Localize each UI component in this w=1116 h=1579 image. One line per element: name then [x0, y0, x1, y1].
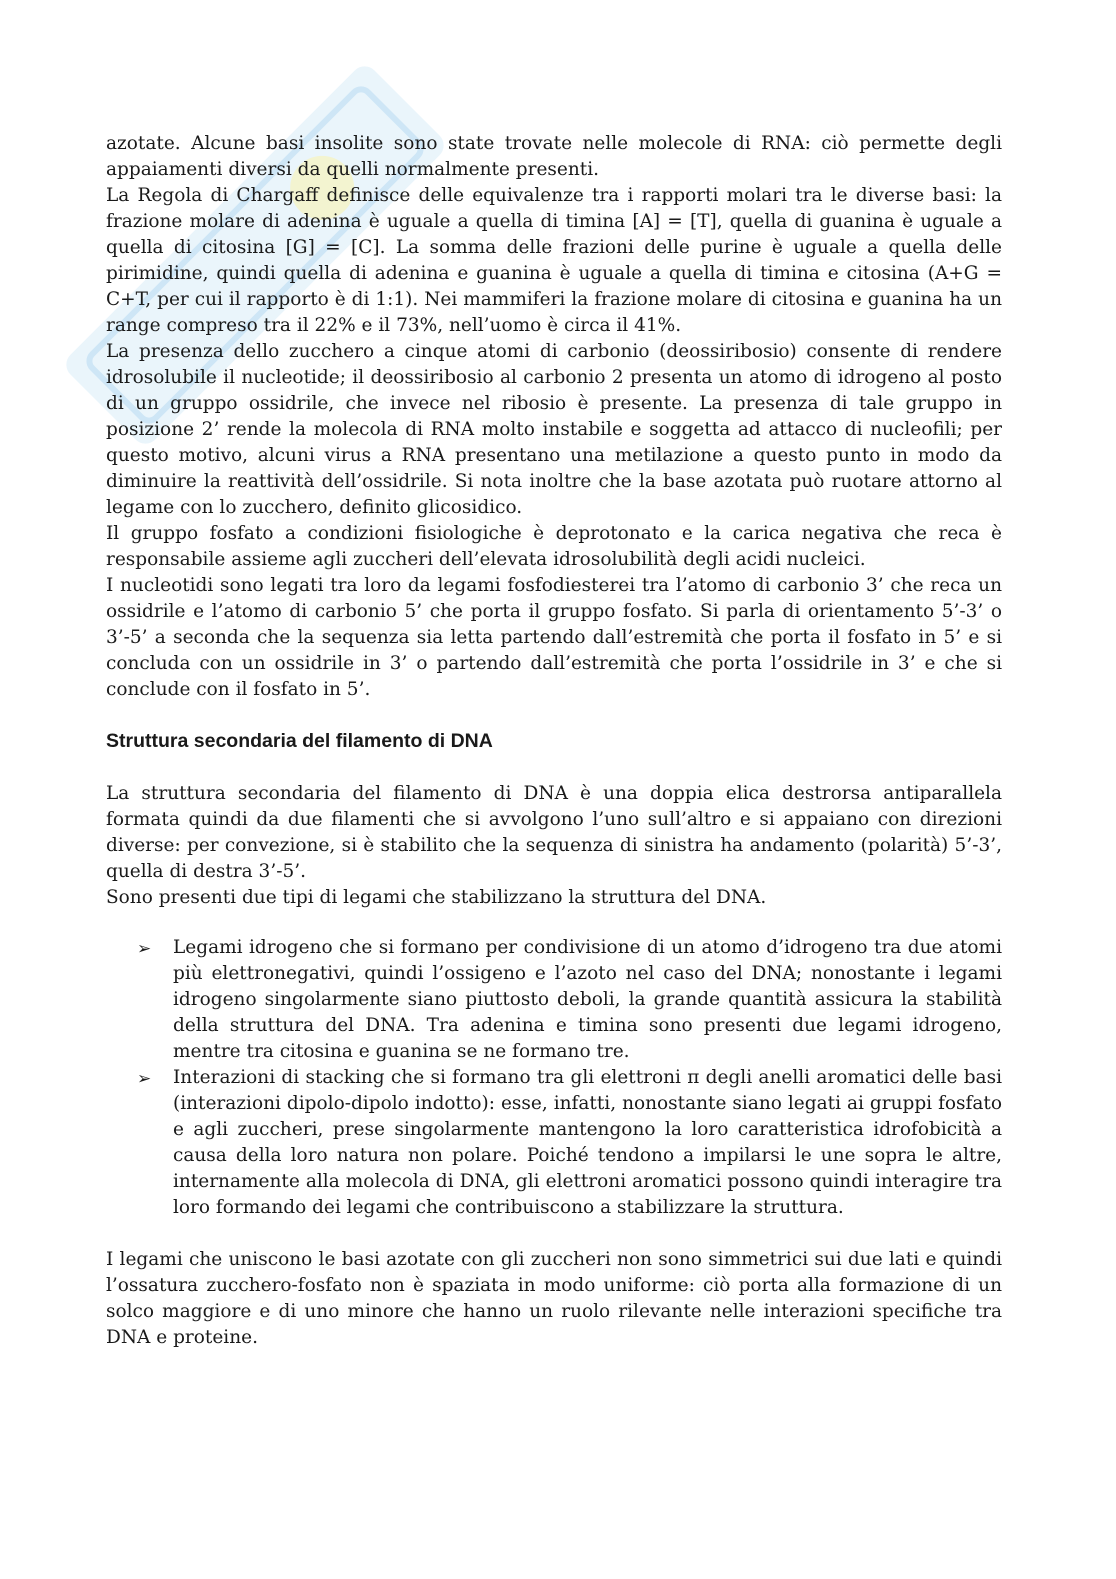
list-item	[137, 1065, 1002, 1221]
paragraph-fosfato: Il gruppo fosfato a condizioni fisiologiche è deprotonato e la carica negativa che reca è responsabile assieme agli zuccheri dell’elevata idrosolubilità degli acidi nucleici.	[106, 523, 1002, 570]
paragraph-azotate: azotate. Alcune basi insolite sono state trovate nelle molecole di RNA: ciò permette degli appaiamenti diversi da quelli normalmente presenti.	[106, 133, 1002, 180]
paragraph-chargaff: La Regola di Chargaff definisce delle equivalenze tra i rapporti molari tra le diverse basi: la frazione molare di adenina è uguale a quella di timina [A] = [T], quella di guanina è uguale a quella di citosina [G] = [C]. La somma delle frazioni delle purine è uguale a quella delle pirimidine, quindi quella di adenina e guanina è uguale a quella di timina e citosina (A+G = C+T, per cui il rapporto è di 1:1). Nei mammiferi la frazione molare di citosina e guanina ha un range compreso tra il 22% e il 73%, nell’uomo è circa il 41%.	[106, 185, 1002, 336]
paragraph-fosfodiesterei: I nucleotidi sono legati tra loro da legami fosfodiesterei tra l’atomo di carbonio 3’ che reca un ossidrile e l’atomo di carbonio 5’ che porta il gruppo fosfato. Si parla di orientamento 5’-3’ o 3’-5’ a seconda che la sequenza sia letta partendo dall’estremità che porta il fosfato in 5’ e si concluda con un ossidrile in 3’ o partendo dall’estremità che porta l’ossidrile in 3’ e che si conclude con il fosfato in 5’.	[106, 575, 1002, 700]
arrow-bullet-icon: ➢	[137, 939, 152, 959]
paragraph-doppia-elica: La struttura secondaria del filamento di DNA è una doppia elica destrorsa antiparallela formata quindi da due filamenti che si avvolgono l’uno sull’altro e si appaiano con direzioni diverse: per convezione, si è stabilito che la sequenza di sinistra ha andamento (polarità) 5’-3’, quella di destra 3’-5’.	[106, 783, 1002, 882]
arrow-bullet-icon: ➢	[137, 1069, 152, 1089]
paragraph-solco: I legami che uniscono le basi azotate con gli zuccheri non sono simmetrici sui due lati e quindi l’ossatura zucchero-fosfato non è spaziata in modo uniforme: ciò porta alla formazione di un solco maggiore e di uno minore che hanno un ruolo rilevante nelle interazioni specifiche tra DNA e proteine.	[106, 1249, 1002, 1348]
bullet-list	[106, 935, 1002, 1221]
section-heading: Struttura secondaria del filamento di DNA	[106, 730, 493, 752]
paragraph-deossiribosio: La presenza dello zucchero a cinque atomi di carbonio (deossiribosio) consente di rendere idrosolubile il nucleotide; il deossiribosio al carbonio 2 presenta un atomo di idrogeno al posto di un gruppo ossidrile, che invece nel ribosio è presente. La presenza di tale gruppo in posizione 2’ rende la molecola di RNA molto instabile e soggetta ad attacco di nucleofili; per questo motivo, alcuni virus a RNA presentano una metilazione a questo punto in modo da diminuire la reattività dell’ossidrile. Si nota inoltre che la base azotata può ruotare attorno al legame con lo zucchero, definito glicosidico.	[106, 341, 1002, 518]
document-page	[106, 131, 1002, 1351]
list-item-text: Legami idrogeno che si formano per condivisione di un atomo d’idrogeno tra due atomi più elettronegativi, quindi l’ossigeno e l’azoto nel caso del DNA; nonostante i legami idrogeno singolarmente siano piuttosto deboli, la grande quantità assicura la stabilità della struttura del DNA. Tra adenina e timina sono presenti due legami idrogeno, mentre tra citosina e guanina se ne formano tre.	[173, 937, 1002, 1062]
list-item	[137, 935, 1002, 1065]
paragraph-tipi-legami: Sono presenti due tipi di legami che stabilizzano la struttura del DNA.	[106, 887, 767, 908]
list-item-text: Interazioni di stacking che si formano tra gli elettroni π degli anelli aromatici delle basi (interazioni dipolo-dipolo indotto): esse, infatti, nonostante siano legati ai gruppi fosfato e agli zuccheri, prese singolarmente mantengono la loro caratteristica idrofobicità a causa della loro natura non polare. Poiché tendono a impilarsi le une sopra le altre, internamente alla molecola di DNA, gli elettroni aromatici possono quindi interagire tra loro formando dei legami che contribuiscono a stabilizzare la struttura.	[173, 1067, 1002, 1218]
